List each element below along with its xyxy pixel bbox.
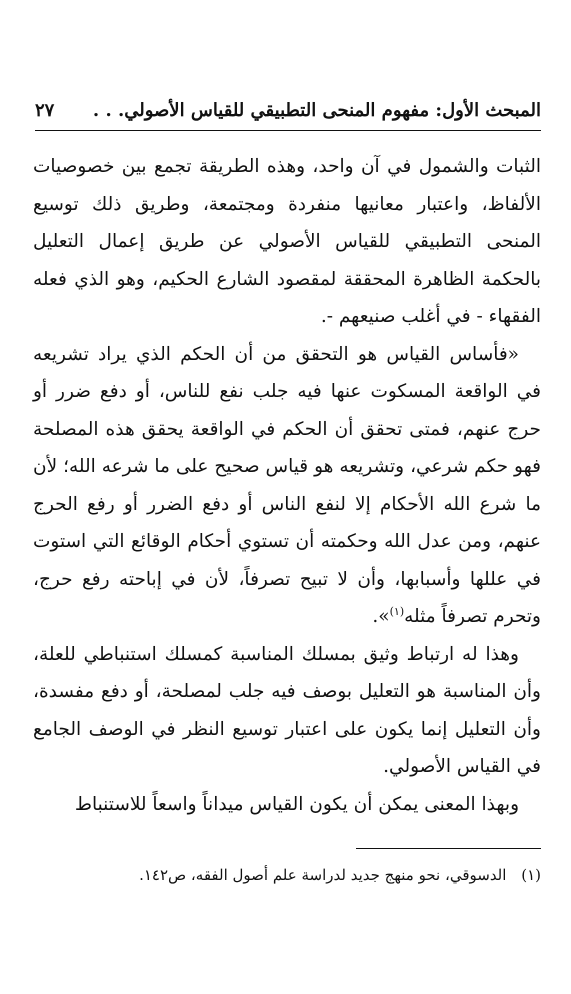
header-divider [35, 130, 541, 131]
footnote-divider [356, 848, 541, 849]
footnote-reference[interactable]: (١) [389, 604, 405, 618]
paragraph-1: الثبات والشمول في آن واحد، وهذه الطريقة تجمع بين خصوصيات الألفاظ، واعتبار معانيها منفردة ومجتمعة، وطريق ذلك توسيع المنحى التطبيقي للقياس الأصولي عن طريق إعمال التعليل بالحكمة الظاهرة المحققة لمقصود الشارع الحكيم، وهو الذي فعله الفقهاء - في أغلب صنيعهم -. [33, 156, 541, 327]
paragraph-3: وهذا له ارتباط وثيق بمسلك المناسبة كمسلك استنباطي للعلة، وأن المناسبة هو التعليل بوصف فيه جلب لمصلحة، أو دفع مفسدة، وأن التعليل إنما يكون على اعتبار توسيع النظر في الوصف الجامع في القياس الأصولي. [33, 643, 541, 777]
paragraph-2 [33, 336, 541, 636]
quote-closing: ». [372, 606, 390, 627]
footnote [35, 862, 541, 888]
running-header [35, 92, 541, 128]
paragraph-2-text: «فأساس القياس هو التحقق من أن الحكم الذي يراد تشريعه في الواقعة المسكوت عنها فيه جلب نفع للناس، أو دفع ضرر أو حرج عنهم، فمتى تحقق أن الحكم في الواقعة يحقق هذه المصلحة فهو حكم شرعي، وتشريعه هو قياس صحيح على ما شرعه الله؛ لأن ما شرع الله الأحكام إلا لنفع الناس أو دفع الضرر أو رفع الحرج عنهم، ومن عدل الله وحكمته أن تستوي أحكام الوقائع التي استوت في عللها وأسبابها، وأن لا تبيح تصرفاً، لأن في إباحته رفع حرج، وتحرم تصرفاً مثله [33, 343, 541, 627]
main-text [33, 148, 541, 823]
paragraph-4: وبهذا المعنى يمكن أن يكون القياس ميداناً واسعاً للاستنباط [74, 793, 519, 815]
footnote-number: (١) [521, 866, 541, 884]
running-title: المبحث الأول: مفهوم المنحى التطبيقي للقياس الأصولي. . . [92, 99, 541, 121]
page-number: ٢٧ [35, 99, 55, 121]
footnote-text: الدسوقي، نحو منهج جديد لدراسة علم أصول الفقه، ص١٤٢. [139, 866, 507, 884]
